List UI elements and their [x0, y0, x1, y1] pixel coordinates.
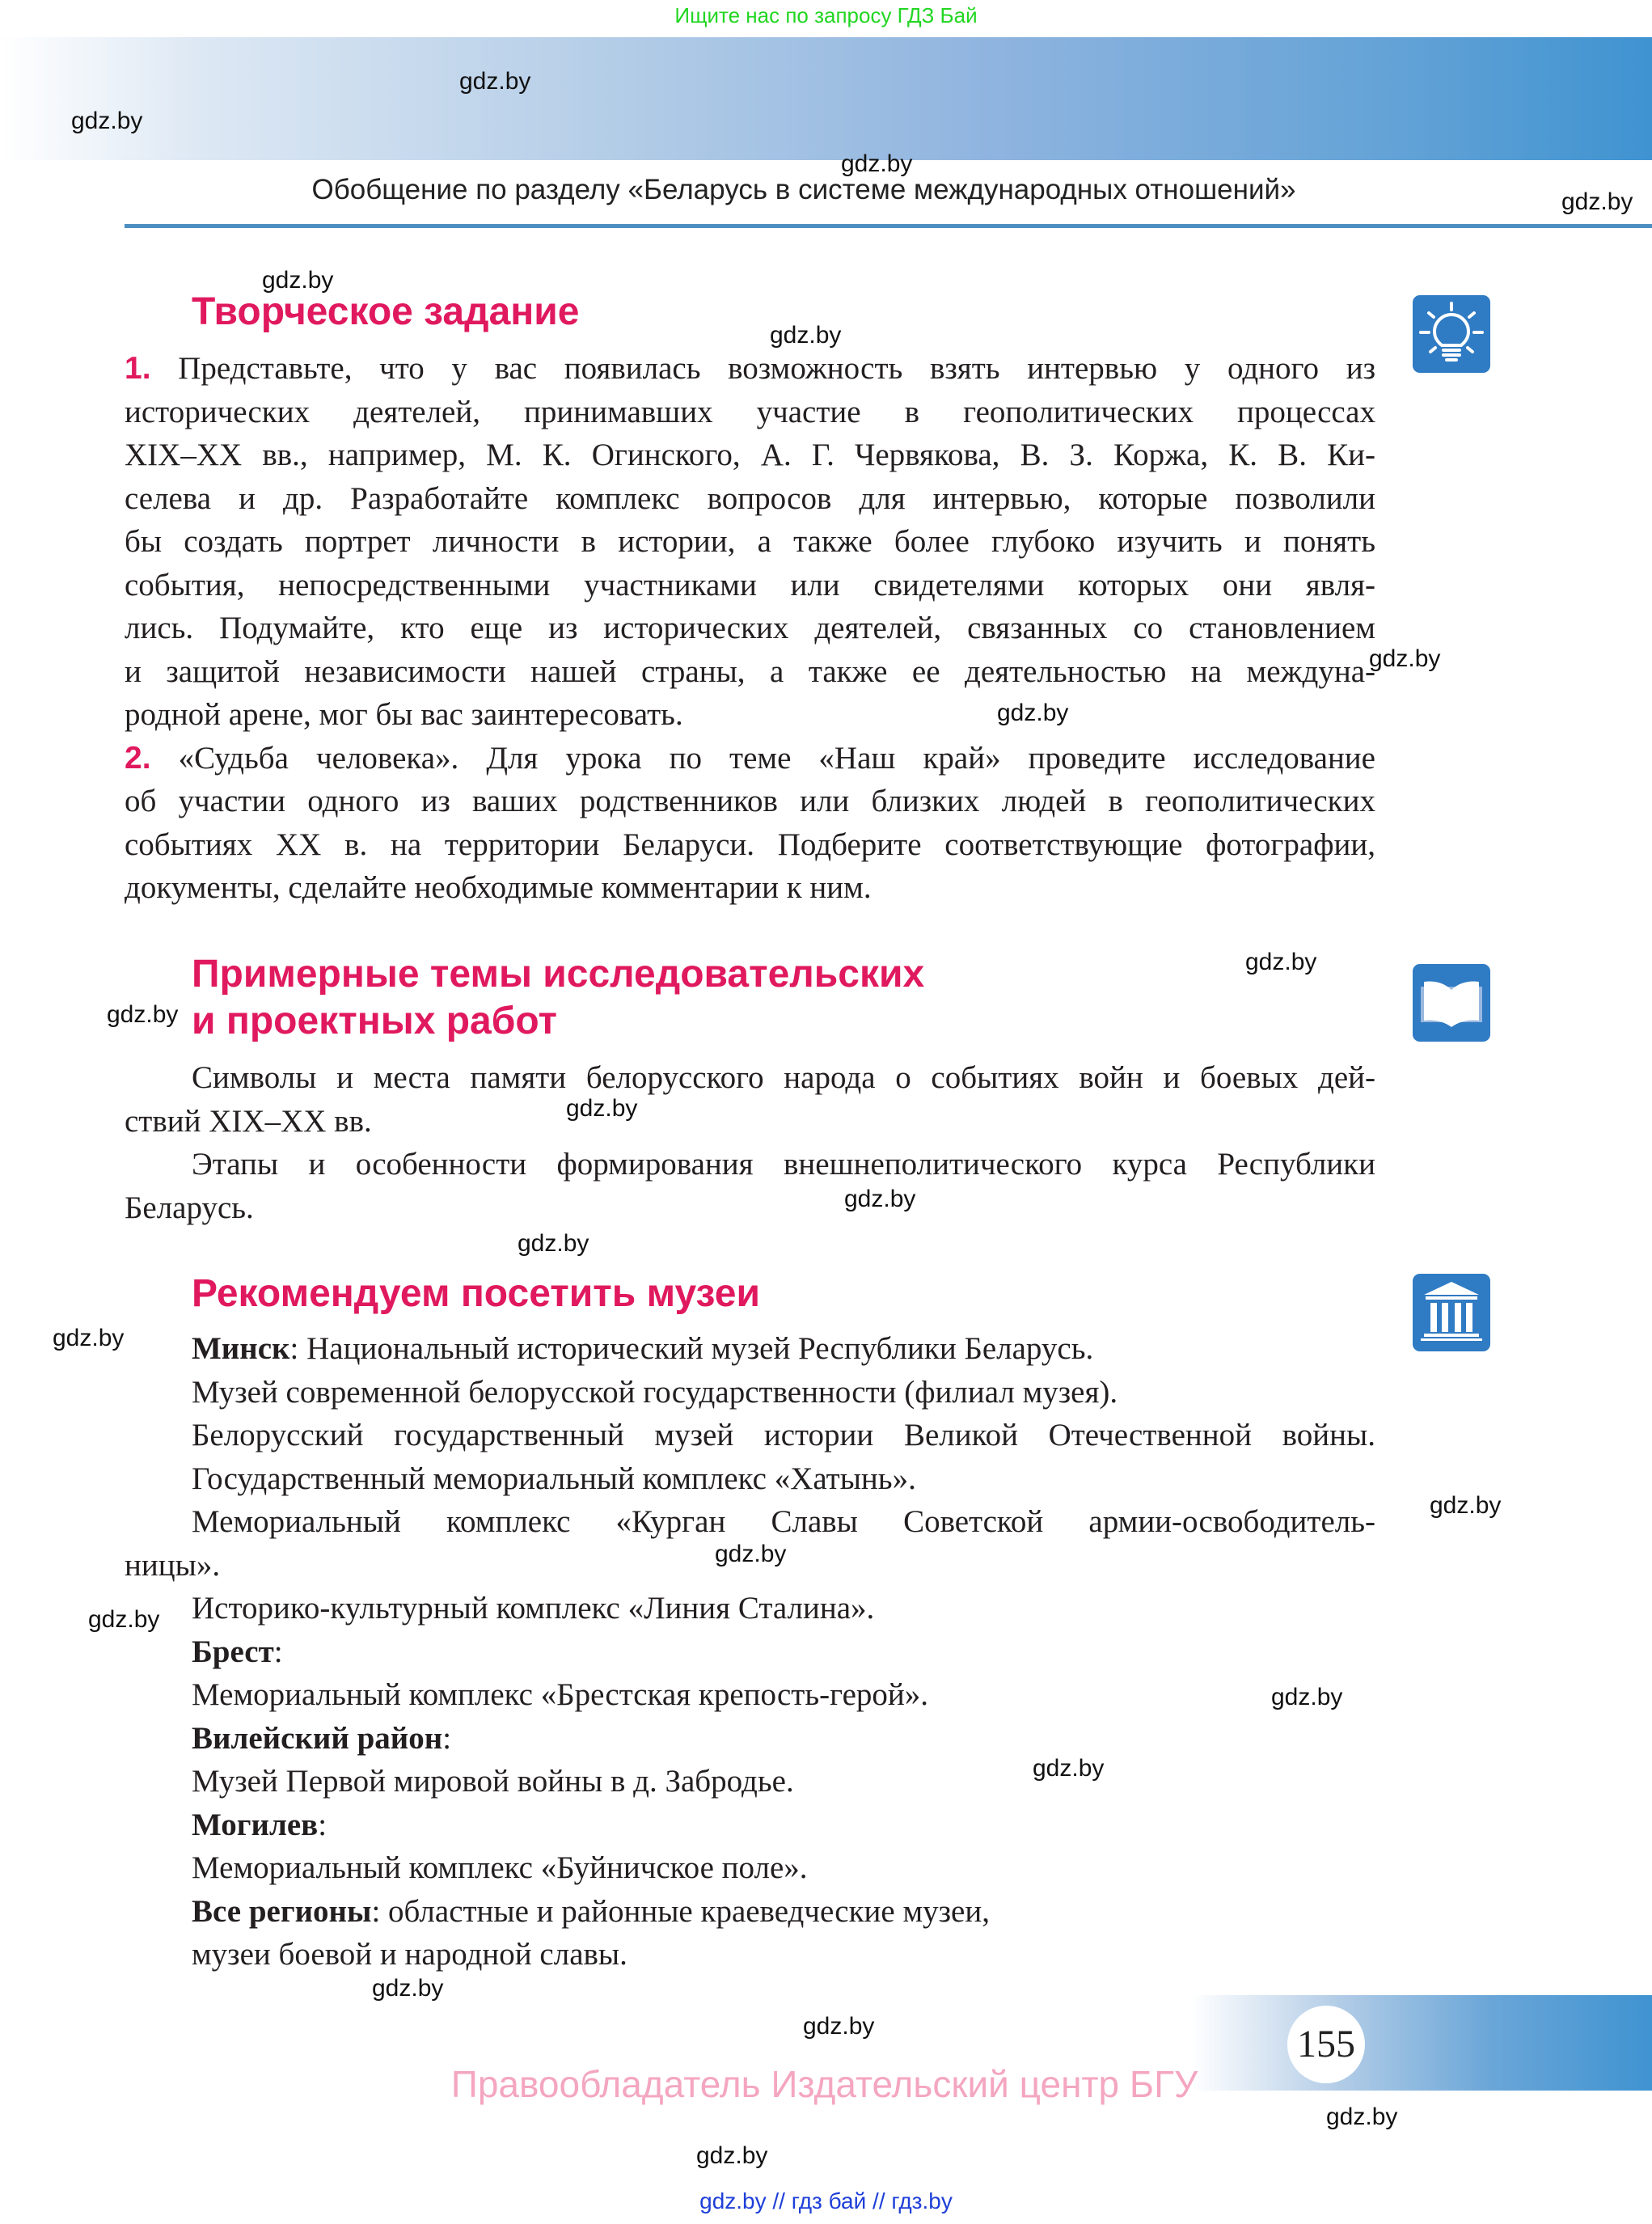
text-line: ствий XIX–XX вв.: [125, 1103, 372, 1139]
section-heading-research-topics: [192, 951, 924, 1045]
city-label: Все регионы: [192, 1893, 372, 1929]
copyright-watermark: Правообладатель Издательский центр БГУ: [450, 2063, 1198, 2105]
text-line: исторических деятелей, принимавших участие в геополитических процессах: [125, 394, 1375, 429]
text-line: лись. Подумайте, кто еще из исторических деятелей, связанных со становлением: [125, 611, 1375, 645]
text-line: Этапы и особенности формирования внешнеполитического курса Республики: [192, 1147, 1375, 1182]
gdz-watermark: gdz.by: [1271, 1684, 1343, 1710]
text-line: событиях XX в. на территории Беларуси. Подберите соответствующие фотографии,: [125, 827, 1375, 862]
gdz-watermark: gdz.by: [1430, 1492, 1502, 1519]
gdz-watermark: gdz.by: [997, 700, 1069, 726]
text-line: об участии одного из ваших родственников или близких людей в геополитических: [125, 784, 1375, 818]
text-line: 1. Представьте, что у вас появилась возможность взять интервью у одного из: [125, 351, 1375, 386]
bottom-links[interactable]: gdz.by // гдз бай // гдз.by: [699, 2188, 953, 2213]
text-line: события, непосредственными участниками или свидетелями которых они явля-: [125, 567, 1375, 603]
text-line: ницы».: [125, 1547, 221, 1583]
open-book-icon: [1413, 964, 1490, 1042]
gdz-watermark: gdz.by: [88, 1606, 160, 1633]
text-line: Мемориальный комплекс «Курган Славы Советской армии-освободитель-: [192, 1504, 1375, 1539]
text-line: Все регионы: областные и районные краеведческие музеи,: [192, 1893, 990, 1929]
gdz-watermark: gdz.by: [566, 1095, 638, 1122]
gdz-watermark: gdz.by: [1561, 188, 1633, 215]
task-number: 1.: [125, 351, 151, 386]
text-line: Беларусь.: [125, 1190, 254, 1225]
text-line: Мемориальный комплекс «Буйничское поле».: [192, 1850, 808, 1885]
museums-list: [125, 1327, 1375, 1977]
text-line: Музей Первой мировой войны в д. Забродье.: [192, 1764, 794, 1799]
text-line: документы, сделайте необходимые комментарии к ним.: [125, 870, 872, 905]
running-head: Обобщение по разделу «Беларусь в системе международных отношений»: [311, 174, 1296, 205]
header-gradient-band: [0, 37, 1652, 160]
gdz-watermark: gdz.by: [53, 1325, 125, 1351]
gdz-watermark: gdz.by: [844, 1186, 916, 1212]
header-rule: [125, 224, 1652, 228]
text-line: Вилейский район:: [192, 1720, 452, 1756]
text-line: Государственный мемориальный комплекс «Хатынь».: [192, 1461, 916, 1496]
top-search-banner[interactable]: Ищите нас по запросу ГДЗ Бай: [674, 3, 978, 27]
text-line: музеи боевой и народной славы.: [192, 1937, 627, 1972]
city-label: Вилейский район: [192, 1720, 443, 1756]
gdz-watermark: gdz.by: [71, 108, 143, 134]
gdz-watermark: gdz.by: [1033, 1755, 1105, 1782]
gdz-watermark: gdz.by: [803, 2013, 875, 2040]
text-line: Символы и места памяти белорусского народа о событиях войн и боевых дей-: [192, 1060, 1375, 1095]
gdz-watermark: gdz.by: [841, 150, 913, 177]
gdz-watermark: gdz.by: [107, 1001, 179, 1028]
gdz-watermark: gdz.by: [1369, 645, 1441, 672]
text-line: родной арене, мог бы вас заинтересовать.: [125, 697, 683, 732]
section-heading-creative-task: Творческое задание: [192, 290, 580, 333]
gdz-watermark: gdz.by: [459, 68, 531, 95]
creative-task-text: [125, 347, 1375, 910]
text-line: Брест:: [192, 1634, 283, 1669]
heading-line: и проектных работ: [192, 1000, 558, 1042]
gdz-watermark: gdz.by: [518, 1230, 589, 1257]
section-heading-museums: Рекомендуем посетить музеи: [192, 1272, 760, 1315]
heading-line: Примерные темы исследовательских: [192, 953, 925, 996]
lightbulb-icon: [1413, 295, 1490, 373]
text-line: Минск: Национальный исторический музей Республики Беларусь.: [192, 1331, 1094, 1366]
gdz-watermark: gdz.by: [715, 1541, 787, 1567]
text-line: Мемориальный комплекс «Брестская крепость-герой».: [192, 1677, 929, 1712]
gdz-watermark: gdz.by: [770, 322, 842, 349]
gdz-watermark: gdz.by: [262, 267, 334, 294]
research-topics-text: [125, 1056, 1375, 1229]
city-label: Брест: [192, 1634, 274, 1669]
text-line: Музей современной белорусской государственности (филиал музея).: [192, 1374, 1118, 1410]
text-line: XIX–XX вв., например, М. К. Огинского, А. Г. Червякова, В. З. Коржа, К. В. Ки-: [125, 438, 1375, 472]
city-label: Могилев: [192, 1807, 319, 1842]
text-line: и защитой независимости нашей страны, а также ее деятельностью на междуна-: [125, 653, 1375, 689]
task-number: 2.: [125, 740, 151, 776]
text-line: Историко-культурный комплекс «Линия Сталина».: [192, 1591, 875, 1626]
gdz-watermark: gdz.by: [696, 2142, 768, 2169]
text-line: селева и др. Разработайте комплекс вопросов для интервью, которые позволили: [125, 480, 1375, 516]
gdz-watermark: gdz.by: [372, 1975, 444, 2002]
text-line: 2. «Судьба человека». Для урока по теме «Наш край» проведите исследование: [125, 740, 1375, 776]
gdz-watermark: gdz.by: [1326, 2103, 1398, 2130]
page-number: 155: [1287, 2006, 1365, 2083]
text-line: Белорусский государственный музей истории Великой Отечественной войны.: [192, 1418, 1375, 1452]
text-line: Могилев:: [192, 1807, 327, 1842]
text-line: бы создать портрет личности в истории, а также более глубоко изучить и понять: [125, 524, 1375, 559]
city-label: Минск: [192, 1331, 290, 1366]
museum-icon: [1413, 1274, 1490, 1351]
gdz-watermark: gdz.by: [1245, 949, 1317, 975]
